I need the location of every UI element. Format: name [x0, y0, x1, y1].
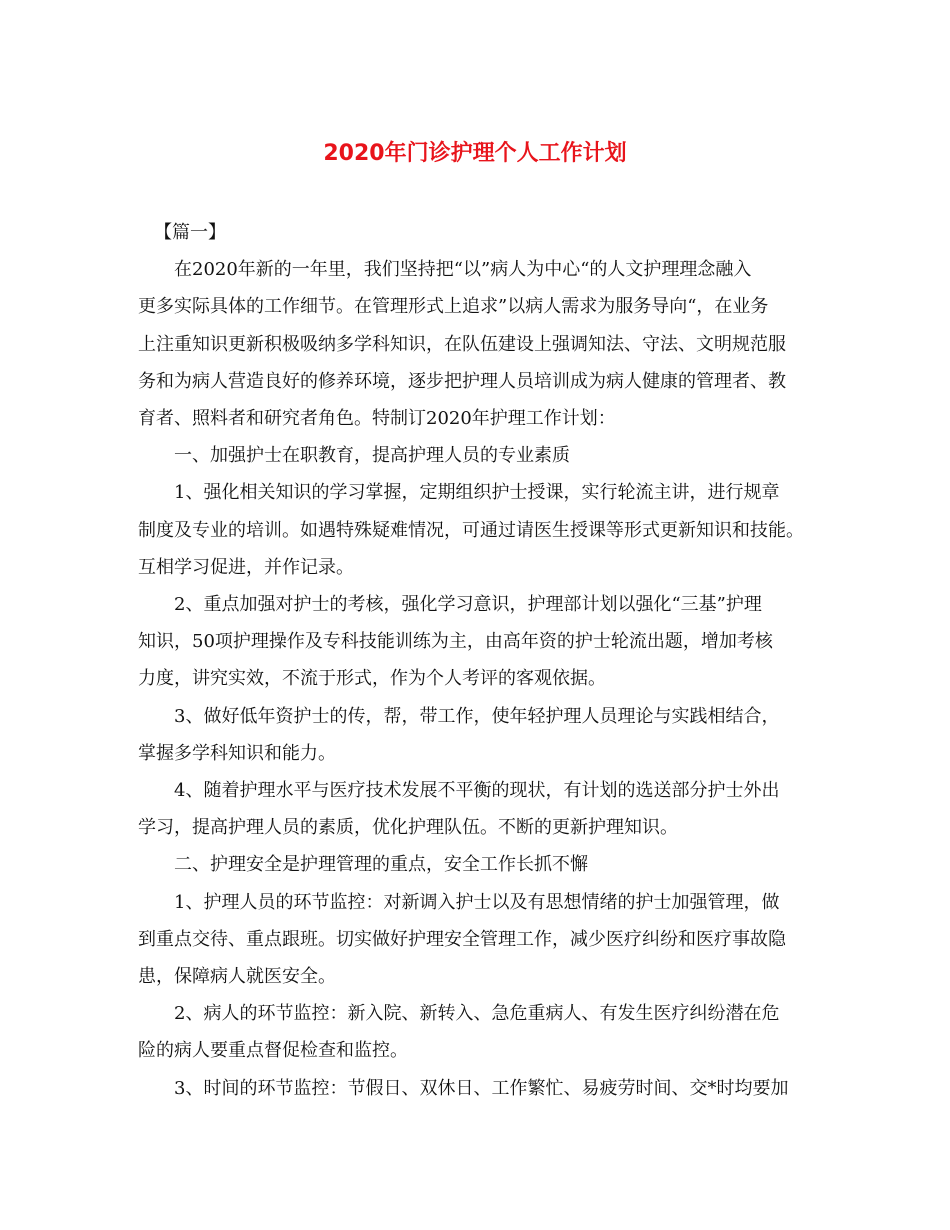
paragraph-line: 患，保障病人就医安全。	[138, 966, 336, 988]
document-title: 2020年门诊护理个人工作计划	[323, 141, 627, 166]
paragraph-line: 学习，提高护理人员的素质，优化护理队伍。不断的更新护理知识。	[138, 817, 678, 839]
paragraph-line: 知识，50项护理操作及专科技能训练为主，由高年资的护士轮流出题，增加考核	[138, 631, 773, 653]
paragraph-line: 更多实际具体的工作细节。在管理形式上追求”以病人需求为服务导向“，在业务	[138, 296, 769, 318]
section-heading-1: 一、加强护士在职教育，提高护理人员的专业素质	[174, 445, 570, 467]
section-heading-part-one: 【篇一】	[154, 222, 226, 243]
paragraph-line: 3、做好低年资护士的传，帮，带工作，使年轻护理人员理论与实践相结合，	[174, 705, 780, 727]
paragraph-line: 1、护理人员的环节监控：对新调入护士以及有思想情绪的护士加强管理，做	[174, 891, 780, 913]
document-body	[138, 214, 818, 1107]
paragraph-line: 险的病人要重点督促检查和监控。	[138, 1040, 408, 1062]
paragraph-line: 到重点交待、重点跟班。切实做好护理安全管理工作，减少医疗纠纷和医疗事故隐	[138, 928, 786, 950]
paragraph-line: 掌握多学科知识和能力。	[138, 742, 336, 764]
paragraph-line: 4、随着护理水平与医疗技术发展不平衡的现状，有计划的选送部分护士外出	[174, 780, 780, 802]
paragraph-line: 3、时间的环节监控：节假日、双休日、工作繁忙、易疲劳时间、交*时均要加	[174, 1077, 789, 1099]
paragraph-line: 制度及专业的培训。如遇特殊疑难情况，可通过请医生授课等形式更新知识和技能。	[138, 519, 804, 541]
paragraph-line: 务和为病人营造良好的修养环境，逐步把护理人员培训成为病人健康的管理者、教	[138, 370, 786, 392]
paragraph-line: 上注重知识更新积极吸纳多学科知识，在队伍建设上强调知法、守法、文明规范服	[138, 333, 786, 355]
paragraph-line: 2、病人的环节监控：新入院、新转入、急危重病人、有发生医疗纠纷潜在危	[174, 1003, 780, 1025]
paragraph-line: 1、强化相关知识的学习掌握，定期组织护士授课，实行轮流主讲，进行规章	[174, 482, 780, 504]
paragraph-line: 2、重点加强对护士的考核，强化学习意识，护理部计划以强化“三基”护理	[174, 594, 762, 616]
paragraph-line: 力度，讲究实效，不流于形式，作为个人考评的客观依据。	[138, 668, 606, 690]
paragraph-line: 育者、照料者和研究者角色。特制订2020年护理工作计划：	[138, 408, 616, 430]
paragraph-line: 在2020年新的一年里，我们坚持把“以”病人为中心“的人文护理理念融入	[174, 259, 752, 281]
paragraph-line: 互相学习促进，并作记录。	[138, 556, 354, 578]
section-heading-2: 二、护理安全是护理管理的重点，安全工作长抓不懈	[174, 854, 588, 876]
